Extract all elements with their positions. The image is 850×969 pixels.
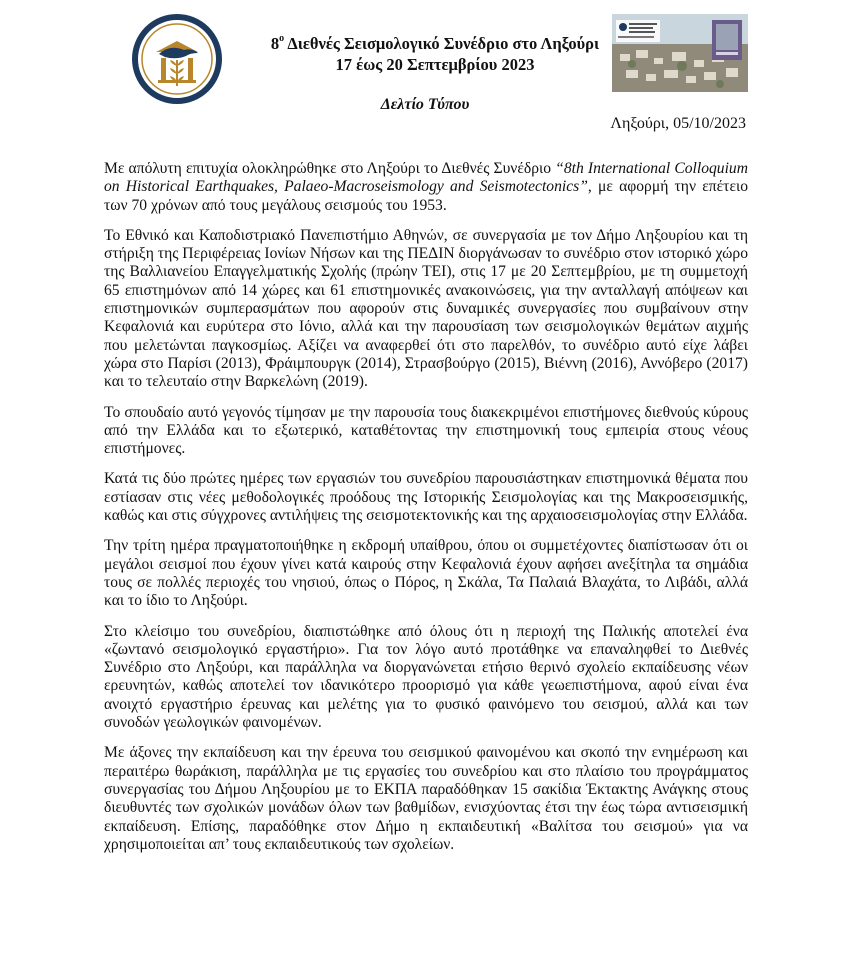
paragraph-3: Το σπουδαίο αυτό γεγονός τίμησαν με την παρουσία τους διακεκριμένοι επιστήμονες διεθνούς κύρους από την Ελλάδα και το εξωτερικό, καταθέτοντας την επιστημονική τους εμπειρία στους νέους επιστήμονες. — [104, 403, 748, 458]
conference-dates: 17 έως 20 Σεπτεμβρίου 2023 — [335, 55, 535, 74]
conference-title: $8^o$ Διεθνές Σεισμολογικό Συνέδριο στο Ληξούρι — [270, 33, 600, 53]
paragraph-7: Με άξονες την εκπαίδευση και την έρευνα του σεισμικού φαινομένου και σκοπό την ενημέρωση και περαιτέρω θωράκιση, παράλληλα με τις εργασίες του συνεδρίου και στο πλαίσιο του προγράμματος συνεργασίας του Δήμου Ληξουρίου με το ΕΚΠΑ παραδόθηκαν 15 σακίδια Έκτακτης Ανάγκης στους διευθυντές των σχολικών μονάδων όλων των βαθμίδων, ενισχύοντας έτσι την έως τώρα αντισεισμική εκπαίδευση. Επίσης, παραδόθηκε στον Δήμο η εκπαιδευτική «Βαλίτσα του σεισμού» για να χρησιμοποιείται απ’ τους εκπαιδευτικούς των σχολείων. — [104, 744, 748, 853]
release-date: Ληξούρι, 05/10/2023 — [610, 115, 746, 132]
paragraph-6: Στο κλείσιμο του συνεδρίου, διαπιστώθηκε από όλους ότι η περιοχή της Παλικής αποτελεί ένα «ζωντανό σεισμολογικό εργαστήριο». Για τον λόγο αυτό προτάθηκε να επαναληφθεί το Διεθνές Συνέδριο στο Ληξούρι, και παράλληλα να διοργανώνεται ετήσιο θερινό σχολείο εκπαίδευσης νέων ερευνητών, καθώς αποτελεί τον ιδανικότερο προορισμό για κάθε γεωεπιστήμονα, αφού είναι ένα ανοιχτό εργαστήριο έρευνας και μελέτης για το φυσικό φαινόμενο του σεισμού, αλλά και των συνοδών γεωλογικών φαινομένων. — [104, 622, 748, 732]
paragraph-4: Κατά τις δύο πρώτες ημέρες των εργασιών του συνεδρίου παρουσιάστηκαν επιστημονικά θέματα που εστίασαν στις νέες μεθοδολογικές προόδους της Ιστορικής Σεισμολογίας και της Μακροσεισμικής, καθώς και στις σύγχρονες αντιλήψεις της σεισμοτεκτονικής και της αρχαιοσεισμολογίας στην Ελλάδα. — [104, 470, 748, 525]
paragraph-2: Το Εθνικό και Καποδιστριακό Πανεπιστήμιο Αθηνών, σε συνεργασία με τον Δήμο Ληξουρίου και τη στήριξη της Περιφέρειας Ιονίων Νήσων και της ΠΕΔΙΝ διοργάνωσαν το συνέδριο στον ιστορικό χώρο της Βαλλιανείου Επαγγελματικής Σχολής (πρώην ΤΕΙ), στις 17 με 20 Σεπτεμβρίου, με τη συμμετοχή 65 επιστημόνων από 14 χώρες και 61 επιστημονικές ανακοινώσεις, για την ανταλλαγή απόψεων και επιστημονικών συμπερασμάτων που αφορούν στις δυναμικές συνεργασίες που συμβαίνουν στην Κεφαλονιά και ευρύτερα στο Ιόνιο, αλλά και την παρουσίαση των σεισμολογικών θεμάτων αιχμής που μελετώνται παγκοσμίως. Αξίζει να αναφερθεί ότι στο παρελθόν, το συνέδριο αυτό είχε λάβει χώρα στο Παρίσι (2013), Φράιμπουργκ (2014), Στρασβούργο (2015), Βιέννη (2016), Αννόβερο (2017) και το τελευταίο στην Βαρκελώνη (2019). — [104, 226, 748, 391]
press-release-title: Δελτίο Τύπου — [380, 96, 470, 113]
press-release-body — [104, 160, 748, 854]
paragraph-5: Την τρίτη ημέρα πραγματοποιήθηκε η εκδρομή υπαίθρου, όπου οι συμμετέχοντες διαπίστωσαν ότι οι μεγάλοι σεισμοί που έχουν γίνει κατά καιρούς στην Κεφαλονιά έχουν αφήσει ανεξίτηλα τα σημάδια τους σε πολλές περιοχές του νησιού, όπως ο Πόρος, η Σκάλα, Τα Παλαιά Βλαχάτα, το Λιβάδι, αλλά και το ίδιο το Ληξούρι. — [104, 537, 748, 610]
conference-poster-image — [612, 14, 748, 92]
paragraph-1: Με απόλυτη επιτυχία ολοκληρώθηκε στο Ληξούρι το Διεθνές Συνέδριο “8th International Colloquium on Historical Earthquakes, Palaeo-Macroseismology and Seismotectonics”, με αφορμή την επέτειο των 70 χρόνων από τους μεγάλους σεισμούς του 1953. — [104, 160, 748, 214]
